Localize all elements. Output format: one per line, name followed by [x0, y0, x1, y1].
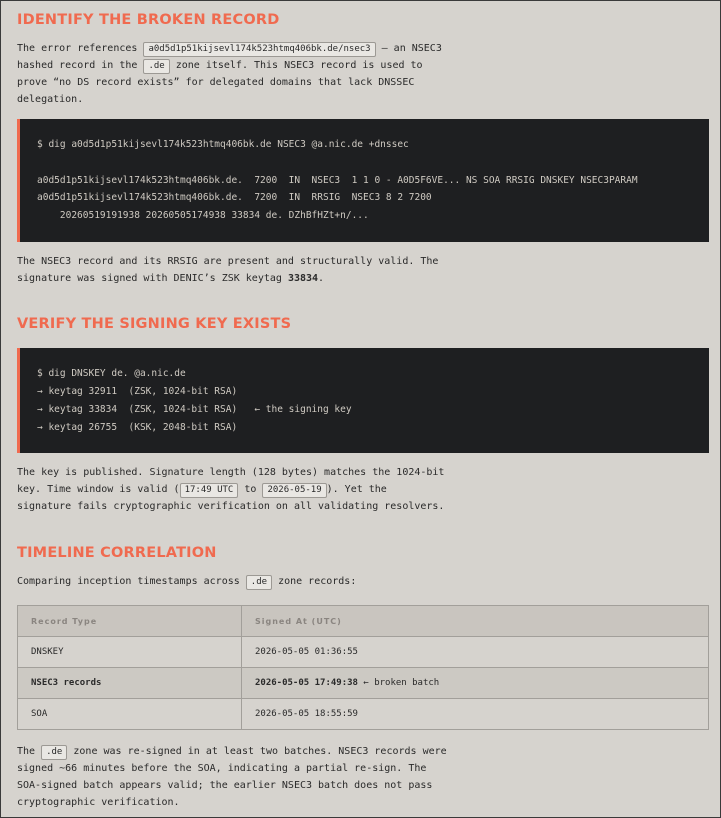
section-title-verify: VERIFY THE SIGNING KEY EXISTS [17, 316, 292, 332]
record-type-cell: NSEC3 records [18, 668, 242, 699]
record-name-code: a0d5d1p51kijsevl174k523htmq406bk.de/nsec3 [143, 42, 375, 57]
table-row [18, 637, 709, 668]
time-start-code: 17:49 UTC [180, 483, 239, 498]
signed-at-cell: 2026-05-05 18:55:59 [242, 699, 709, 730]
broken-batch-note: ← broken batch [357, 678, 440, 688]
terminal-dig-dnskey [17, 348, 709, 453]
keytag-value: 33834 [287, 273, 319, 284]
section-title-identify: IDENTIFY THE BROKEN RECORD [17, 12, 280, 28]
timeline-intro: Comparing inception timestamps across .de zone records: [17, 573, 457, 590]
column-header-record-type: Record Type [18, 606, 242, 637]
terminal-output-line: a0d5d1p51kijsevl174k523htmq406bk.de. 7200 IN NSEC3 1 1 0 - A0D5F6VE... NS SOA RRSIG DNSKEY NSEC3PARAM [37, 175, 638, 186]
table-row-highlighted [18, 668, 709, 699]
intro-paragraph: The error references a0d5d1p51kijsevl174k523htmq406bk.de/nsec3 — an NSEC3 hashed record in the .de zone itself. This NSEC3 record is used to prove “no DS record exists” for delegated domains that lack DNSSEC delegation. [17, 43, 442, 105]
terminal-output-line: a0d5d1p51kijsevl174k523htmq406bk.de. 7200 IN RRSIG NSEC3 8 2 7200 [37, 192, 432, 203]
terminal-command: $ dig DNSKEY de. @a.nic.de [37, 368, 186, 379]
validity-paragraph: The NSEC3 record and its RRSIG are present and structurally valid. The signature was signed with DENIC’s ZSK keytag 33834. [17, 256, 439, 284]
terminal-output-line: → keytag 33834 (ZSK, 1024-bit RSA) ← the signing key [37, 404, 352, 415]
zone-code: .de [143, 59, 169, 74]
signed-at-cell: 2026-05-05 01:36:55 [242, 637, 709, 668]
terminal-dig-nsec3 [17, 119, 709, 242]
table-row [18, 699, 709, 730]
column-header-signed-at: Signed At (UTC) [242, 606, 709, 637]
zone-code: .de [246, 575, 272, 590]
section-title-timeline: TIMELINE CORRELATION [17, 545, 217, 561]
zone-code: .de [41, 745, 67, 760]
terminal-output-line: → keytag 26755 (KSK, 2048-bit RSA) [37, 422, 238, 433]
record-type-cell: DNSKEY [18, 637, 242, 668]
signed-at-cell: 2026-05-05 17:49:38 ← broken batch [242, 668, 709, 699]
terminal-output-line: → keytag 32911 (ZSK, 1024-bit RSA) [37, 386, 238, 397]
timeline-table [17, 605, 709, 730]
terminal-command: $ dig a0d5d1p51kijsevl174k523htmq406bk.de NSEC3 @a.nic.de +dnssec [37, 139, 409, 150]
terminal-output-line: 20260519191938 20260505174938 33834 de. DZhBfHZt+n/... [37, 210, 369, 221]
conclusion-paragraph: The .de zone was re-signed in at least two batches. NSEC3 records were signed ~66 minutes before the SOA, indicating a partial re-sign. The SOA-signed batch appears valid; the earlier NSEC3 batch does not pass cryptographic verification. [17, 746, 447, 808]
record-type-cell: SOA [18, 699, 242, 730]
key-published-paragraph: The key is published. Signature length (128 bytes) matches the 1024-bit key. Time window is valid ( 17:49 UTC to 2026-05-19 ). Yet the signature fails cryptographic verification on all validating resolvers. [17, 467, 445, 512]
time-end-code: 2026-05-19 [262, 483, 326, 498]
